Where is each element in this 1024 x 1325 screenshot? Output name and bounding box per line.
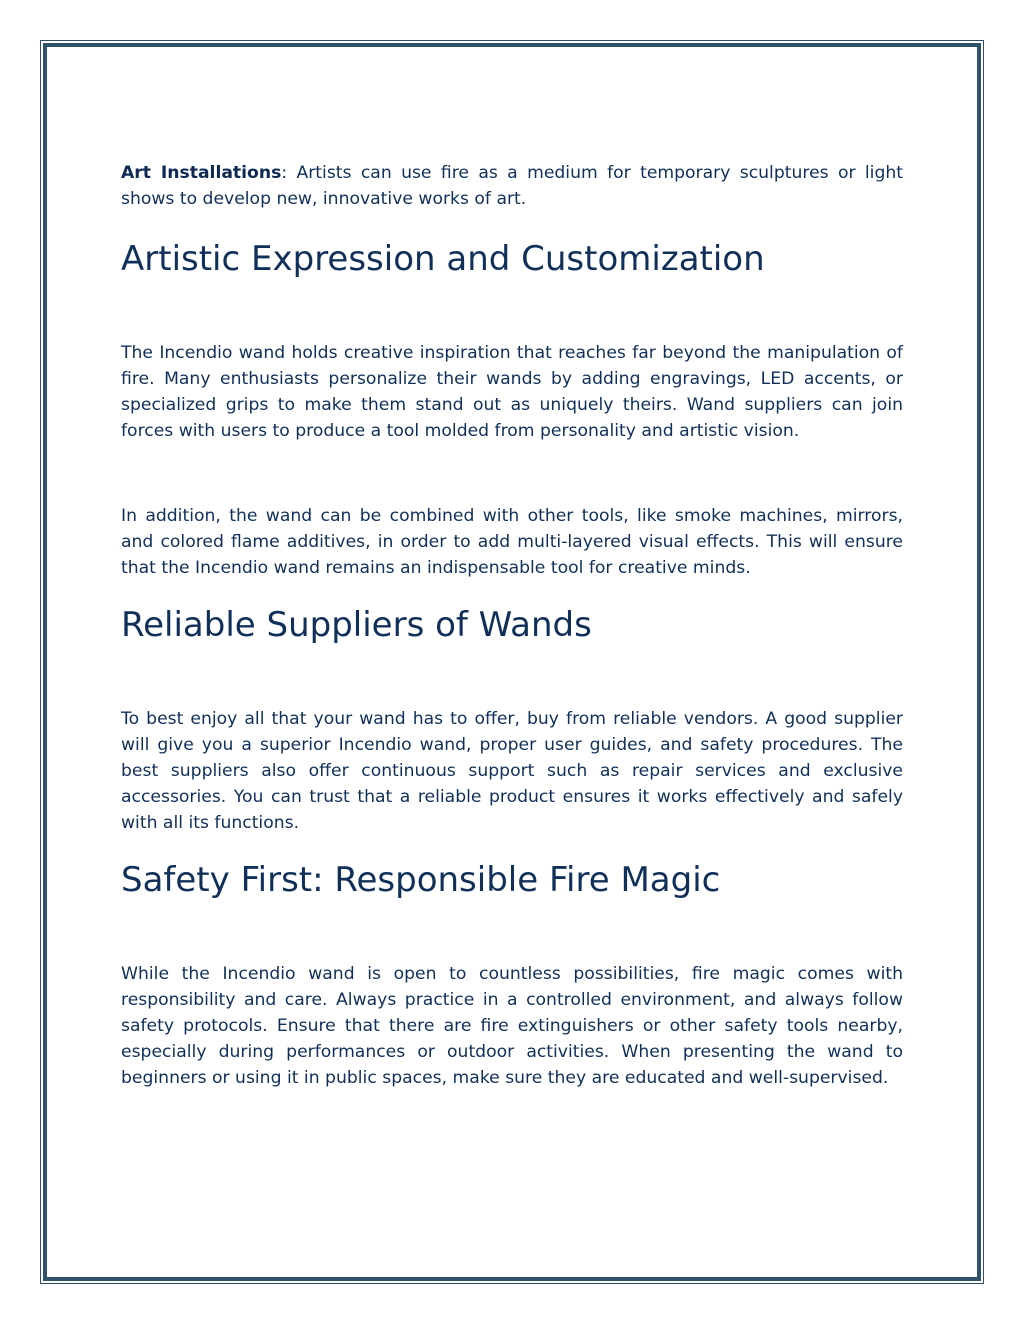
paragraph-reliable-vendors: To best enjoy all that your wand has to offer, buy from reliable vendors. A good supplier will give you a superior Incendio wand, proper user guides, and safety procedures. The best suppliers also offer continuous support such as repair services and exclusive accessories. You can trust that a reliable product ensures it works effectively and safely with all its functions. bbox=[121, 709, 903, 833]
paragraph-safety-protocols: While the Incendio wand is open to countless possibilities, fire magic comes with responsibility and care. Always practice in a controlled environment, and always follow safety protocols. Ensure that there are fire extinguishers or other safety tools nearby, especially during performances or outdoor activities. When presenting the wand to beginners or using it in public spaces, make sure they are educated and well-supervised. bbox=[121, 964, 903, 1088]
intro-text: : Artists can use fire as a medium for temporary sculptures or light shows to develop new, innovative works of art. bbox=[121, 163, 904, 209]
section-heading-safety-first: Safety First: Responsible Fire Magic bbox=[121, 860, 721, 900]
section-heading-artistic-expression: Artistic Expression and Customization bbox=[121, 239, 765, 279]
intro-term: Art Installations bbox=[121, 163, 282, 183]
section-heading-reliable-suppliers: Reliable Suppliers of Wands bbox=[121, 605, 592, 645]
document-body bbox=[121, 160, 903, 1091]
intro-paragraph bbox=[121, 160, 903, 212]
paragraph-incendio-inspiration: The Incendio wand holds creative inspiration that reaches far beyond the manipulation of fire. Many enthusiasts personalize their wands by adding engravings, LED accents, or specialized grips to make them stand out as uniquely theirs. Wand suppliers can join forces with users to produce a tool molded from personality and artistic vision. bbox=[121, 343, 903, 441]
paragraph-combined-tools: In addition, the wand can be combined with other tools, like smoke machines, mirrors, and colored flame additives, in order to add multi-layered visual effects. This will ensure that the Incendio wand remains an indispensable tool for creative minds. bbox=[121, 506, 903, 578]
